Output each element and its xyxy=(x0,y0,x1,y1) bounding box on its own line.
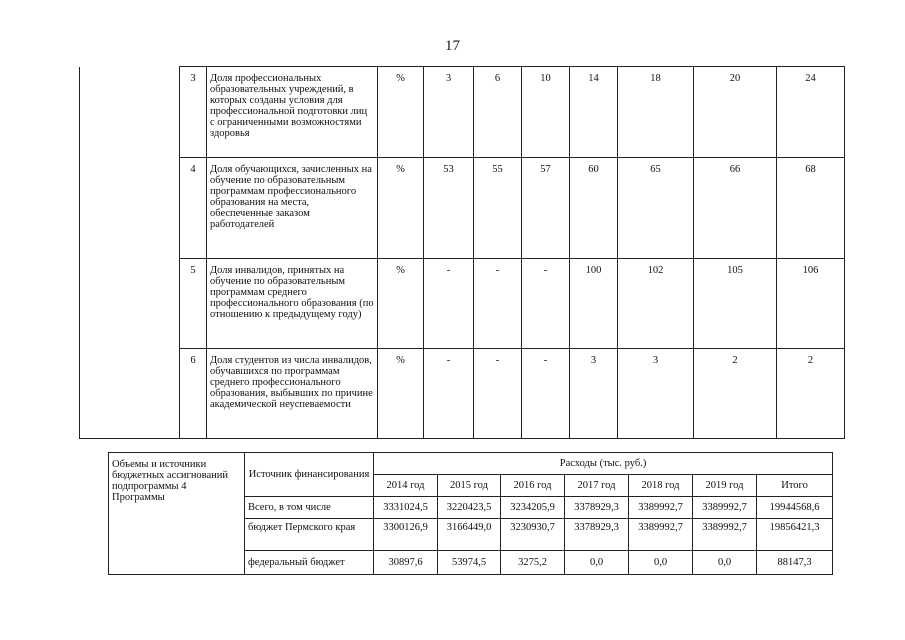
value-cell: 102 xyxy=(618,259,694,349)
value-cell: 3234205,9 xyxy=(501,497,565,519)
indicators-table xyxy=(79,66,845,439)
indicator-label: Доля студентов из числа инвалидов, обучавшихся по программам среднего профессионального образования, выбывших по причине академической неуспеваемости xyxy=(207,349,378,439)
value-cell: 0,0 xyxy=(693,551,757,575)
source-cell: Всего, в том числе xyxy=(245,497,374,519)
value-cell: 3389992,7 xyxy=(629,519,693,551)
year-header: 2019 год xyxy=(693,475,757,497)
value-cell: - xyxy=(424,349,474,439)
unit-cell: % xyxy=(378,158,424,259)
value-cell: 105 xyxy=(694,259,777,349)
page-number: 17 xyxy=(445,38,460,54)
value-cell: 3300126,9 xyxy=(374,519,438,551)
value-cell: 0,0 xyxy=(565,551,629,575)
value-cell: 66 xyxy=(694,158,777,259)
indicator-label: Доля инвалидов, принятых на обучение по образовательным программам среднего профессионального образования (по отношению к предыдущему году) xyxy=(207,259,378,349)
value-cell: 10 xyxy=(522,67,570,158)
value-cell: 68 xyxy=(777,158,845,259)
value-cell: 2 xyxy=(694,349,777,439)
value-cell: - xyxy=(522,259,570,349)
value-cell: 24 xyxy=(777,67,845,158)
value-cell: - xyxy=(474,259,522,349)
value-cell: 3 xyxy=(618,349,694,439)
value-cell: 3166449,0 xyxy=(438,519,501,551)
year-header: 2016 год xyxy=(501,475,565,497)
value-cell: 60 xyxy=(570,158,618,259)
unit-cell: % xyxy=(378,67,424,158)
blank-lead-cell xyxy=(80,67,180,439)
funding-table xyxy=(108,452,833,575)
year-header: 2014 год xyxy=(374,475,438,497)
value-cell: - xyxy=(424,259,474,349)
indicator-label: Доля профессиональных образовательных учреждений, в которых созданы условия для профессиональной подготовки лиц с ограниченными возможностями здоровья xyxy=(207,67,378,158)
row-number: 4 xyxy=(180,158,207,259)
value-cell: 65 xyxy=(618,158,694,259)
value-cell: 53 xyxy=(424,158,474,259)
unit-cell: % xyxy=(378,349,424,439)
value-cell: 57 xyxy=(522,158,570,259)
value-cell: 3389992,7 xyxy=(693,497,757,519)
value-cell: 106 xyxy=(777,259,845,349)
value-cell: - xyxy=(474,349,522,439)
row-number: 5 xyxy=(180,259,207,349)
value-cell: 2 xyxy=(777,349,845,439)
value-cell: 3275,2 xyxy=(501,551,565,575)
funding-label: Объемы и источники бюджетных ассигнований подпрограммы 4 Программы xyxy=(109,453,245,575)
row-number: 3 xyxy=(180,67,207,158)
row-number: 6 xyxy=(180,349,207,439)
value-cell: - xyxy=(522,349,570,439)
year-header: 2018 год xyxy=(629,475,693,497)
table-row xyxy=(80,259,845,349)
value-cell: 3389992,7 xyxy=(629,497,693,519)
value-cell: 14 xyxy=(570,67,618,158)
year-header: 2017 год xyxy=(565,475,629,497)
value-cell: 6 xyxy=(474,67,522,158)
value-cell: 3 xyxy=(570,349,618,439)
total-cell: 19856421,3 xyxy=(757,519,833,551)
source-cell: бюджет Пермского края xyxy=(245,519,374,551)
value-cell: 30897,6 xyxy=(374,551,438,575)
source-header: Источник финансирования xyxy=(245,453,374,497)
unit-cell: % xyxy=(378,259,424,349)
year-header: 2015 год xyxy=(438,475,501,497)
expenses-header: Расходы (тыс. руб.) xyxy=(374,453,833,475)
table-row xyxy=(80,67,845,158)
value-cell: 3220423,5 xyxy=(438,497,501,519)
value-cell: 3389992,7 xyxy=(693,519,757,551)
value-cell: 55 xyxy=(474,158,522,259)
table-row xyxy=(80,158,845,259)
table-row xyxy=(80,349,845,439)
total-cell: 19944568,6 xyxy=(757,497,833,519)
value-cell: 3230930,7 xyxy=(501,519,565,551)
source-cell: федеральный бюджет xyxy=(245,551,374,575)
value-cell: 3331024,5 xyxy=(374,497,438,519)
value-cell: 20 xyxy=(694,67,777,158)
indicator-label: Доля обучающихся, зачисленных на обучение по образовательным программам профессионального образования на места, обеспеченные заказом работодателей xyxy=(207,158,378,259)
value-cell: 100 xyxy=(570,259,618,349)
table-row xyxy=(109,453,833,475)
value-cell: 3378929,3 xyxy=(565,497,629,519)
value-cell: 18 xyxy=(618,67,694,158)
value-cell: 53974,5 xyxy=(438,551,501,575)
value-cell: 3378929,3 xyxy=(565,519,629,551)
total-cell: 88147,3 xyxy=(757,551,833,575)
value-cell: 0,0 xyxy=(629,551,693,575)
value-cell: 3 xyxy=(424,67,474,158)
total-header: Итого xyxy=(757,475,833,497)
